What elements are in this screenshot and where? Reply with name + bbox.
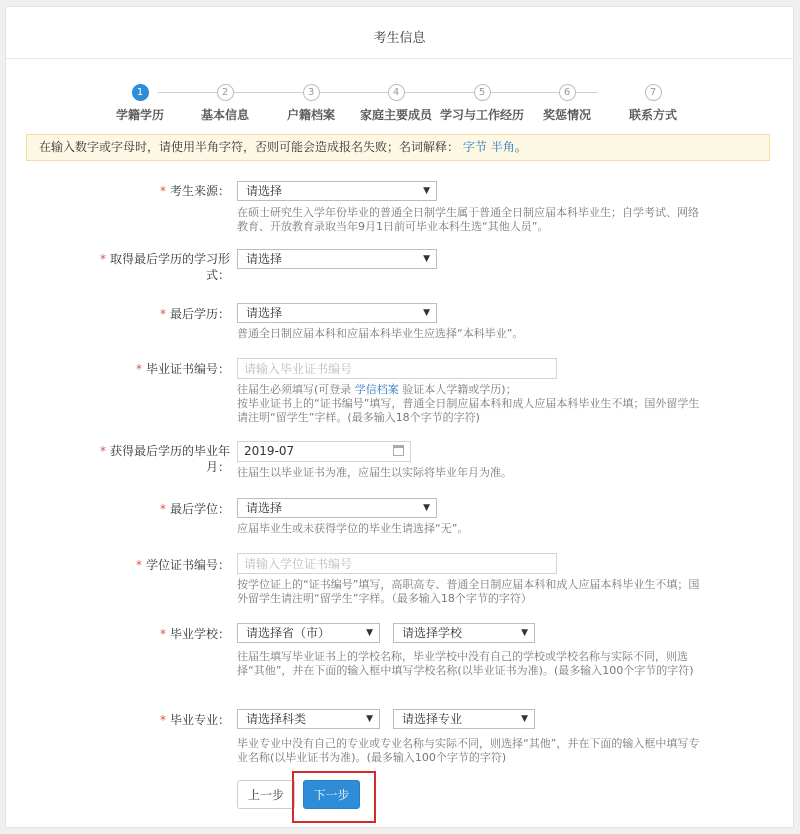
school-label-text: 毕业学校：: [169, 627, 230, 641]
major-category-select[interactable]: [237, 709, 380, 729]
step-label: 户籍档案: [286, 108, 335, 122]
graduation-date-label-text: 获得最后学历的毕业年月：: [109, 444, 230, 474]
step-number: 4: [388, 84, 405, 101]
step-number: 2: [217, 84, 234, 101]
notice-link-byte[interactable]: 字节: [462, 140, 487, 154]
step-number: 6: [559, 84, 576, 101]
calendar-icon[interactable]: [393, 445, 404, 456]
triangle-down-icon: ▼: [366, 714, 373, 724]
major-category-select-value: 请选择科类: [246, 712, 307, 726]
certificate-no-help-line1: [237, 383, 707, 397]
required-marker: *: [159, 502, 166, 516]
step-label: 家庭主要成员: [359, 108, 432, 122]
graduation-date-input[interactable]: [237, 441, 411, 462]
triangle-down-icon: ▼: [366, 628, 373, 638]
required-marker: *: [99, 444, 106, 458]
required-marker: *: [159, 627, 166, 641]
school-label: [90, 626, 230, 642]
xuexin-archive-link[interactable]: 学信档案: [354, 383, 399, 396]
major-select-value: 请选择专业: [402, 712, 463, 726]
degree-cert-no-label: [90, 557, 230, 573]
step-number: 1: [132, 84, 149, 101]
triangle-down-icon: ▼: [521, 714, 528, 724]
step-label: 联系方式: [628, 108, 677, 122]
study-form-label: [90, 251, 230, 283]
major-select[interactable]: [393, 709, 535, 729]
source-label-text: 考生来源：: [169, 184, 230, 198]
major-label-text: 毕业专业：: [169, 713, 230, 727]
certificate-no-input[interactable]: [237, 358, 557, 379]
source-label: [90, 183, 230, 199]
step-label: 基本信息: [200, 108, 249, 122]
last-degree-label-text: 最后学位：: [169, 502, 230, 516]
triangle-down-icon: ▼: [423, 308, 430, 318]
source-select-value: 请选择: [246, 184, 283, 198]
certificate-no-help: [237, 383, 707, 425]
panel-header: [6, 7, 793, 59]
prev-button[interactable]: 上一步: [237, 780, 295, 809]
step-label: 学习与工作经历: [439, 108, 524, 122]
province-select-value: 请选择省（市）: [246, 626, 331, 640]
step-7[interactable]: [598, 84, 708, 123]
notice-link-halfwidth[interactable]: 半角: [490, 140, 515, 154]
notice-banner: [26, 134, 770, 161]
triangle-down-icon: ▼: [423, 186, 430, 196]
source-select[interactable]: [237, 181, 437, 201]
degree-level-label-text: 最后学历：: [169, 307, 230, 321]
degree-level-help: 普通全日制应届本科和应届本科毕业生应选择“本科毕业”。: [237, 327, 524, 340]
required-marker: *: [159, 713, 166, 727]
required-marker: *: [135, 362, 142, 376]
study-form-select[interactable]: [237, 249, 437, 269]
graduation-date-help: 往届生以毕业证书为准，应届生以实际将毕业年月为准。: [237, 466, 512, 479]
degree-cert-no-input[interactable]: [237, 553, 557, 574]
certificate-no-help-line2: 按毕业证书上的“证书编号”填写，普通全日制应届本科和成人应届本科毕业生不填；国外留学生请注明“留学生”字样。(最多输入18个字节的字符): [237, 397, 700, 424]
source-help: 在硕士研究生入学年份毕业的普通全日制学生属于普通全日制应届本科毕业生；自学考试、网络教育、开放教育录取当年9月1日前可毕业本科生选“其他人员”。: [237, 206, 699, 233]
major-help: 毕业专业中没有自己的专业或专业名称与实际不同，则选择“其他”，并在下面的输入框中填写专业名称(以毕业证书为准)。(最多输入100个字节的字符): [237, 737, 700, 764]
step-label: 学籍学历: [115, 108, 164, 122]
triangle-down-icon: ▼: [423, 503, 430, 513]
degree-level-label: [90, 306, 230, 322]
required-marker: *: [159, 307, 166, 321]
major-label: [90, 712, 230, 728]
study-form-label-text: 取得最后学历的学习形式：: [109, 252, 230, 282]
last-degree-help: 应届毕业生或未获得学位的毕业生请选择“无”。: [237, 522, 469, 535]
last-degree-select-value: 请选择: [246, 501, 283, 515]
step-number: 3: [303, 84, 320, 101]
required-marker: *: [99, 252, 106, 266]
required-marker: *: [135, 558, 142, 572]
step-label: 奖惩情况: [542, 108, 591, 122]
help-text: 验证本人学籍或学历)；: [398, 383, 517, 396]
degree-cert-no-help: 按学位证上的“证书编号”填写，高职高专、普通全日制应届本科和成人应届本科毕业生不填；国外留学生请注明“留学生”字样。（最多输入18个字节的字符）: [237, 578, 700, 605]
step-number: 5: [474, 84, 491, 101]
degree-level-select[interactable]: [237, 303, 437, 323]
page-title: 考生信息: [373, 31, 426, 46]
required-marker: *: [159, 184, 166, 198]
triangle-down-icon: ▼: [521, 628, 528, 638]
degree-level-select-value: 请选择: [246, 306, 283, 320]
help-text: 往届生必须填写(可登录: [237, 383, 355, 396]
study-form-select-value: 请选择: [246, 252, 283, 266]
school-select[interactable]: [393, 623, 535, 643]
school-help: 往届生填写毕业证书上的学校名称，毕业学校中没有自己的学校或学校名称与实际不同，则选择“其他”，并在下面的输入框中填写学校名称(以毕业证书为准)。(最多输入100个字节的字符): [237, 650, 694, 677]
province-select[interactable]: [237, 623, 380, 643]
certificate-no-label-text: 毕业证书编号：: [145, 362, 230, 376]
school-select-value: 请选择学校: [402, 626, 463, 640]
notice-end: 。: [514, 140, 527, 154]
step-number: 7: [645, 84, 662, 101]
last-degree-label: [90, 501, 230, 517]
triangle-down-icon: ▼: [423, 254, 430, 264]
graduation-date-value: 2019-07: [244, 444, 295, 458]
last-degree-select[interactable]: [237, 498, 437, 518]
degree-cert-no-label-text: 学位证书编号：: [145, 558, 230, 572]
graduation-date-label: [90, 443, 230, 475]
notice-text: 在输入数字或字母时，请使用半角字符，否则可能会造成报名失败；名词解释：: [39, 140, 460, 154]
certificate-no-label: [90, 361, 230, 377]
next-button[interactable]: 下一步: [303, 780, 360, 809]
